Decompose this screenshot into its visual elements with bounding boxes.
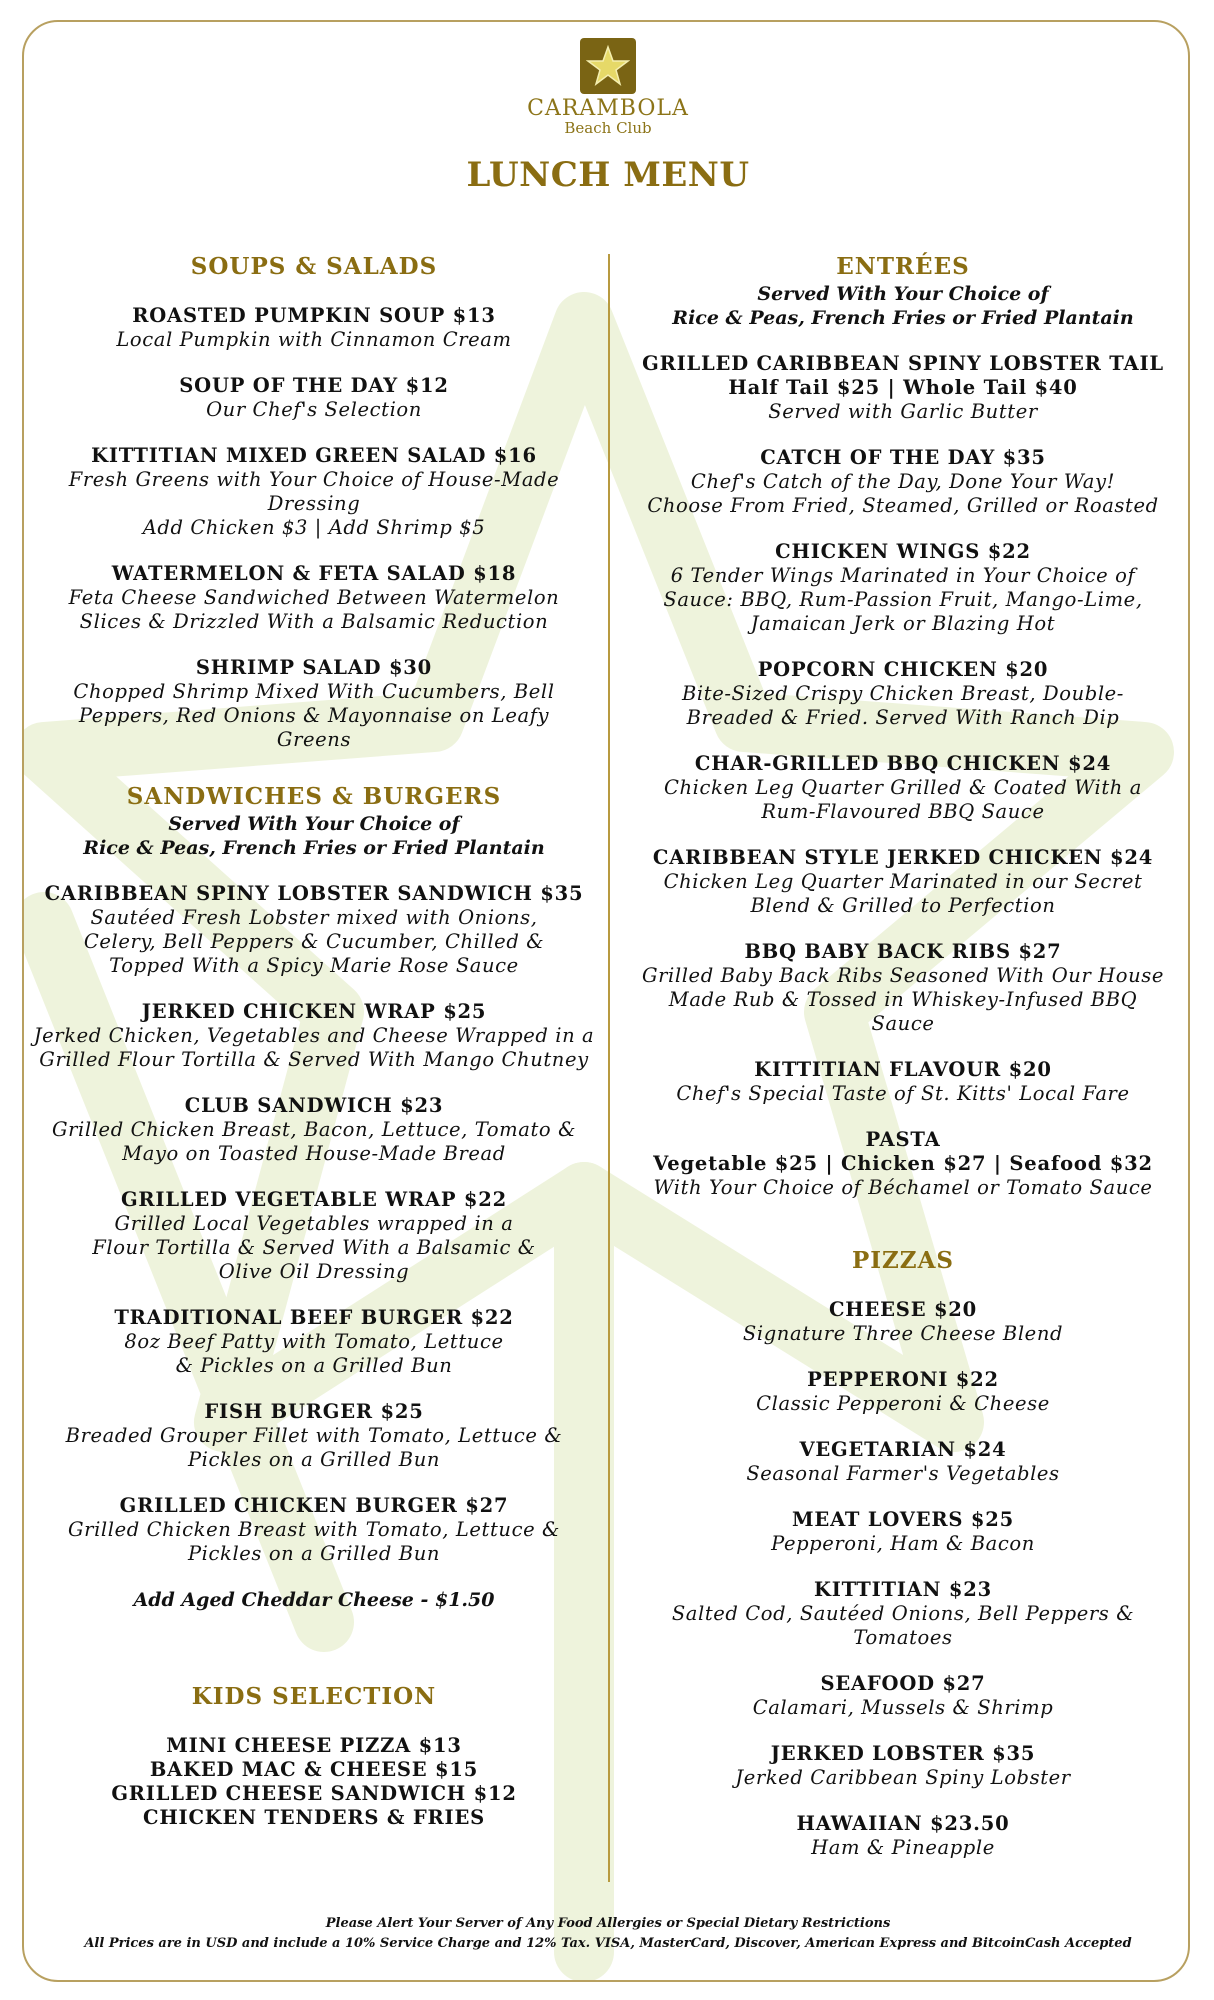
menu-item	[614, 658, 1190, 730]
item-name: CHAR-GRILLED BBQ CHICKEN $24	[694, 752, 1112, 775]
menu-item	[24, 562, 604, 634]
item-name: PEPPERONI $22	[807, 1368, 999, 1391]
kids-item: CHICKEN TENDERS & FRIES	[143, 1806, 485, 1829]
item-name: JERKED CHICKEN WRAP $25	[141, 1000, 487, 1023]
item-desc: Bite-Sized Crispy Chicken Breast, Double-Breaded & Fried. Served With Ranch Dip	[682, 682, 1124, 729]
item-desc: Our Chef's Selection	[206, 398, 422, 421]
item-desc: With Your Choice of Béchamel or Tomato Sauce	[653, 1176, 1153, 1199]
item-name: VEGETARIAN $24	[799, 1438, 1007, 1461]
item-desc: Feta Cheese Sandwiched Between Watermelon Slices & Drizzled With a Balsamic Reduction	[68, 586, 560, 633]
menu-item	[614, 846, 1190, 918]
section-subtitle: Rice & Peas, French Fries or Fried Plantain	[672, 307, 1134, 329]
item-name: CLUB SANDWICH $23	[184, 1094, 444, 1117]
menu-item	[24, 1400, 604, 1472]
item-name: GRILLED CARIBBEAN SPINY LOBSTER TAIL	[642, 352, 1164, 375]
item-desc: Fresh Greens with Your Choice of House-Made Dressing	[68, 468, 560, 515]
section-subtitle: Rice & Peas, French Fries or Fried Plantain	[83, 837, 545, 859]
menu-item	[614, 352, 1190, 424]
menu-item	[24, 882, 604, 978]
menu-item	[614, 1368, 1190, 1416]
item-desc: Choose From Fried, Steamed, Grilled or Roasted	[647, 494, 1159, 517]
item-desc: Chopped Shrimp Mixed With Cucumbers, Bell Peppers, Red Onions & Mayonnaise on Leafy Greens	[73, 680, 555, 751]
item-desc: Grilled Chicken Breast with Tomato, Lettuce & Pickles on a Grilled Bun	[67, 1518, 561, 1565]
item-desc: Salted Cod, Sautéed Onions, Bell Peppers & Tomatoes	[671, 1602, 1135, 1649]
item-name: SEAFOOD $27	[820, 1672, 986, 1695]
item-name: GRILLED CHICKEN BURGER $27	[119, 1494, 509, 1517]
menu-item	[614, 1812, 1190, 1860]
item-desc: Chicken Leg Quarter Marinated in our Secret Blend & Grilled to Perfection	[663, 870, 1143, 917]
kids-item: BAKED MAC & CHEESE $15	[149, 1758, 479, 1781]
item-name: CARIBBEAN STYLE JERKED CHICKEN $24	[652, 846, 1154, 869]
section-title-pizzas: PIZZAS	[851, 1247, 955, 1274]
item-name: JERKED LOBSTER $35	[770, 1742, 1036, 1765]
cheese-addon: Add Aged Cheddar Cheese - $1.50	[133, 1589, 495, 1611]
item-desc: Ham & Pineapple	[811, 1836, 995, 1859]
menu-item	[614, 1508, 1190, 1556]
item-desc: Grilled Chicken Breast, Bacon, Lettuce, Tomato & Mayo on Toasted House-Made Bread	[51, 1118, 577, 1165]
menu-item	[614, 1438, 1190, 1486]
item-desc: Chef's Catch of the Day, Done Your Way!	[690, 470, 1116, 493]
menu-item	[614, 940, 1190, 1036]
item-desc: Sautéed Fresh Lobster mixed with Onions, Celery, Bell Peppers & Cucumber, Chilled & Topped With a Spicy Marie Rose Sauce	[83, 906, 545, 977]
menu-item	[24, 656, 604, 752]
section-title-sandwiches-burgers: SANDWICHES & BURGERS	[126, 783, 502, 810]
item-price: Vegetable $25 | Chicken $27 | Seafood $32	[653, 1152, 1153, 1175]
item-name: CATCH OF THE DAY $35	[760, 446, 1046, 469]
item-desc: Seasonal Farmer's Vegetables	[746, 1462, 1060, 1485]
star-icon	[586, 44, 630, 88]
allergy-notice: Please Alert Your Server of Any Food Allergies or Special Dietary Restrictions	[325, 1916, 891, 1931]
item-name: GRILLED VEGETABLE WRAP $22	[120, 1188, 508, 1211]
menu-addon	[24, 1588, 604, 1612]
item-desc: 6 Tender Wings Marinated in Your Choice of Sauce: BBQ, Rum-Passion Fruit, Mango-Lime, Jamaican Jerk or Blazing Hot	[663, 564, 1143, 635]
menu-item	[24, 1494, 604, 1566]
item-desc: 8oz Beef Patty with Tomato, Lettuce & Pickles on a Grilled Bun	[124, 1330, 504, 1377]
section-subtitle: Served With Your Choice of	[757, 283, 1049, 305]
item-desc: Calamari, Mussels & Shrimp	[752, 1696, 1054, 1719]
section-title-kids: KIDS SELECTION	[191, 1683, 437, 1710]
section-subtitle: Served With Your Choice of	[168, 813, 460, 835]
item-name: KITTITIAN FLAVOUR $20	[754, 1058, 1052, 1081]
logo	[580, 38, 636, 94]
menu-title: LUNCH MENU	[466, 155, 750, 195]
menu-item	[614, 1128, 1190, 1200]
item-name: SOUP OF THE DAY $12	[179, 374, 449, 397]
header	[24, 38, 1190, 195]
item-name: MEAT LOVERS $25	[792, 1508, 1014, 1531]
item-desc: Grilled Local Vegetables wrapped in a Flour Tortilla & Served With a Balsamic & Olive Oil Dressing	[92, 1212, 536, 1283]
menu-item	[24, 1306, 604, 1378]
menu-page	[22, 20, 1190, 1982]
item-name: KITTITIAN MIXED GREEN SALAD $16	[91, 444, 537, 467]
brand-subtitle: Beach Club	[564, 119, 652, 137]
menu-item	[614, 1672, 1190, 1720]
menu-item	[614, 1742, 1190, 1790]
right-column	[614, 252, 1190, 1860]
left-column	[24, 252, 604, 1830]
item-name: POPCORN CHICKEN $20	[757, 658, 1049, 681]
menu-item	[24, 304, 604, 352]
item-desc: Jerked Caribbean Spiny Lobster	[735, 1766, 1071, 1789]
menu-item	[24, 1000, 604, 1072]
item-desc: Jerked Chicken, Vegetables and Cheese Wrapped in a Grilled Flour Tortilla & Served With Mango Chutney	[33, 1024, 595, 1071]
item-name: SHRIMP SALAD $30	[195, 656, 433, 679]
item-desc: Breaded Grouper Fillet with Tomato, Lettuce & Pickles on a Grilled Bun	[65, 1424, 563, 1471]
menu-item	[614, 752, 1190, 824]
item-name: ROASTED PUMPKIN SOUP $13	[132, 304, 496, 327]
item-name: KITTITIAN $23	[814, 1578, 992, 1601]
kids-item: GRILLED CHEESE SANDWICH $12	[111, 1782, 517, 1805]
item-name: CARIBBEAN SPINY LOBSTER SANDWICH $35	[44, 882, 584, 905]
item-desc: Signature Three Cheese Blend	[742, 1322, 1064, 1345]
item-name: BBQ BABY BACK RIBS $27	[744, 940, 1062, 963]
menu-item	[614, 1578, 1190, 1650]
item-price: Half Tail $25 | Whole Tail $40	[728, 376, 1078, 399]
item-name: FISH BURGER $25	[204, 1400, 424, 1423]
brand-name: CARAMBOLA	[527, 96, 689, 121]
menu-item	[24, 1188, 604, 1284]
item-desc: Classic Pepperoni & Cheese	[756, 1392, 1050, 1415]
item-desc: Served with Garlic Butter	[768, 400, 1038, 423]
item-name: HAWAIIAN $23.50	[796, 1812, 1010, 1835]
menu-item	[24, 374, 604, 422]
item-name: CHICKEN WINGS $22	[775, 540, 1031, 563]
kids-item: MINI CHEESE PIZZA $13	[166, 1734, 462, 1757]
menu-item	[24, 1094, 604, 1166]
menu-item	[614, 446, 1190, 518]
item-name: TRADITIONAL BEEF BURGER $22	[114, 1306, 514, 1329]
section-title-entrees: ENTRÉES	[836, 253, 970, 280]
section-title-soups-salads: SOUPS & SALADS	[190, 253, 438, 280]
menu-item	[614, 1298, 1190, 1346]
item-name: CHEESE $20	[828, 1298, 978, 1321]
item-desc: Chicken Leg Quarter Grilled & Coated With a Rum-Flavoured BBQ Sauce	[664, 776, 1142, 823]
item-desc: Chef's Special Taste of St. Kitts' Local Fare	[676, 1082, 1130, 1105]
menu-item	[24, 444, 604, 540]
price-notice: All Prices are in USD and include a 10% Service Charge and 12% Tax. VISA, MasterCard, Discover, American Express and BitcoinCash Accepted	[84, 1936, 1132, 1951]
item-desc: Pepperoni, Ham & Bacon	[771, 1532, 1035, 1555]
item-desc: Grilled Baby Back Ribs Seasoned With Our House Made Rub & Tossed in Whiskey-Infused BBQ Sauce	[641, 964, 1165, 1035]
footer	[24, 1914, 1190, 1954]
item-addon: Add Chicken $3 | Add Shrimp $5	[142, 516, 486, 539]
menu-item	[614, 1058, 1190, 1106]
column-divider	[608, 254, 610, 1882]
item-name: PASTA	[865, 1128, 941, 1151]
menu-item	[614, 540, 1190, 636]
item-name: WATERMELON & FETA SALAD $18	[111, 562, 517, 585]
item-desc: Local Pumpkin with Cinnamon Cream	[116, 328, 512, 351]
